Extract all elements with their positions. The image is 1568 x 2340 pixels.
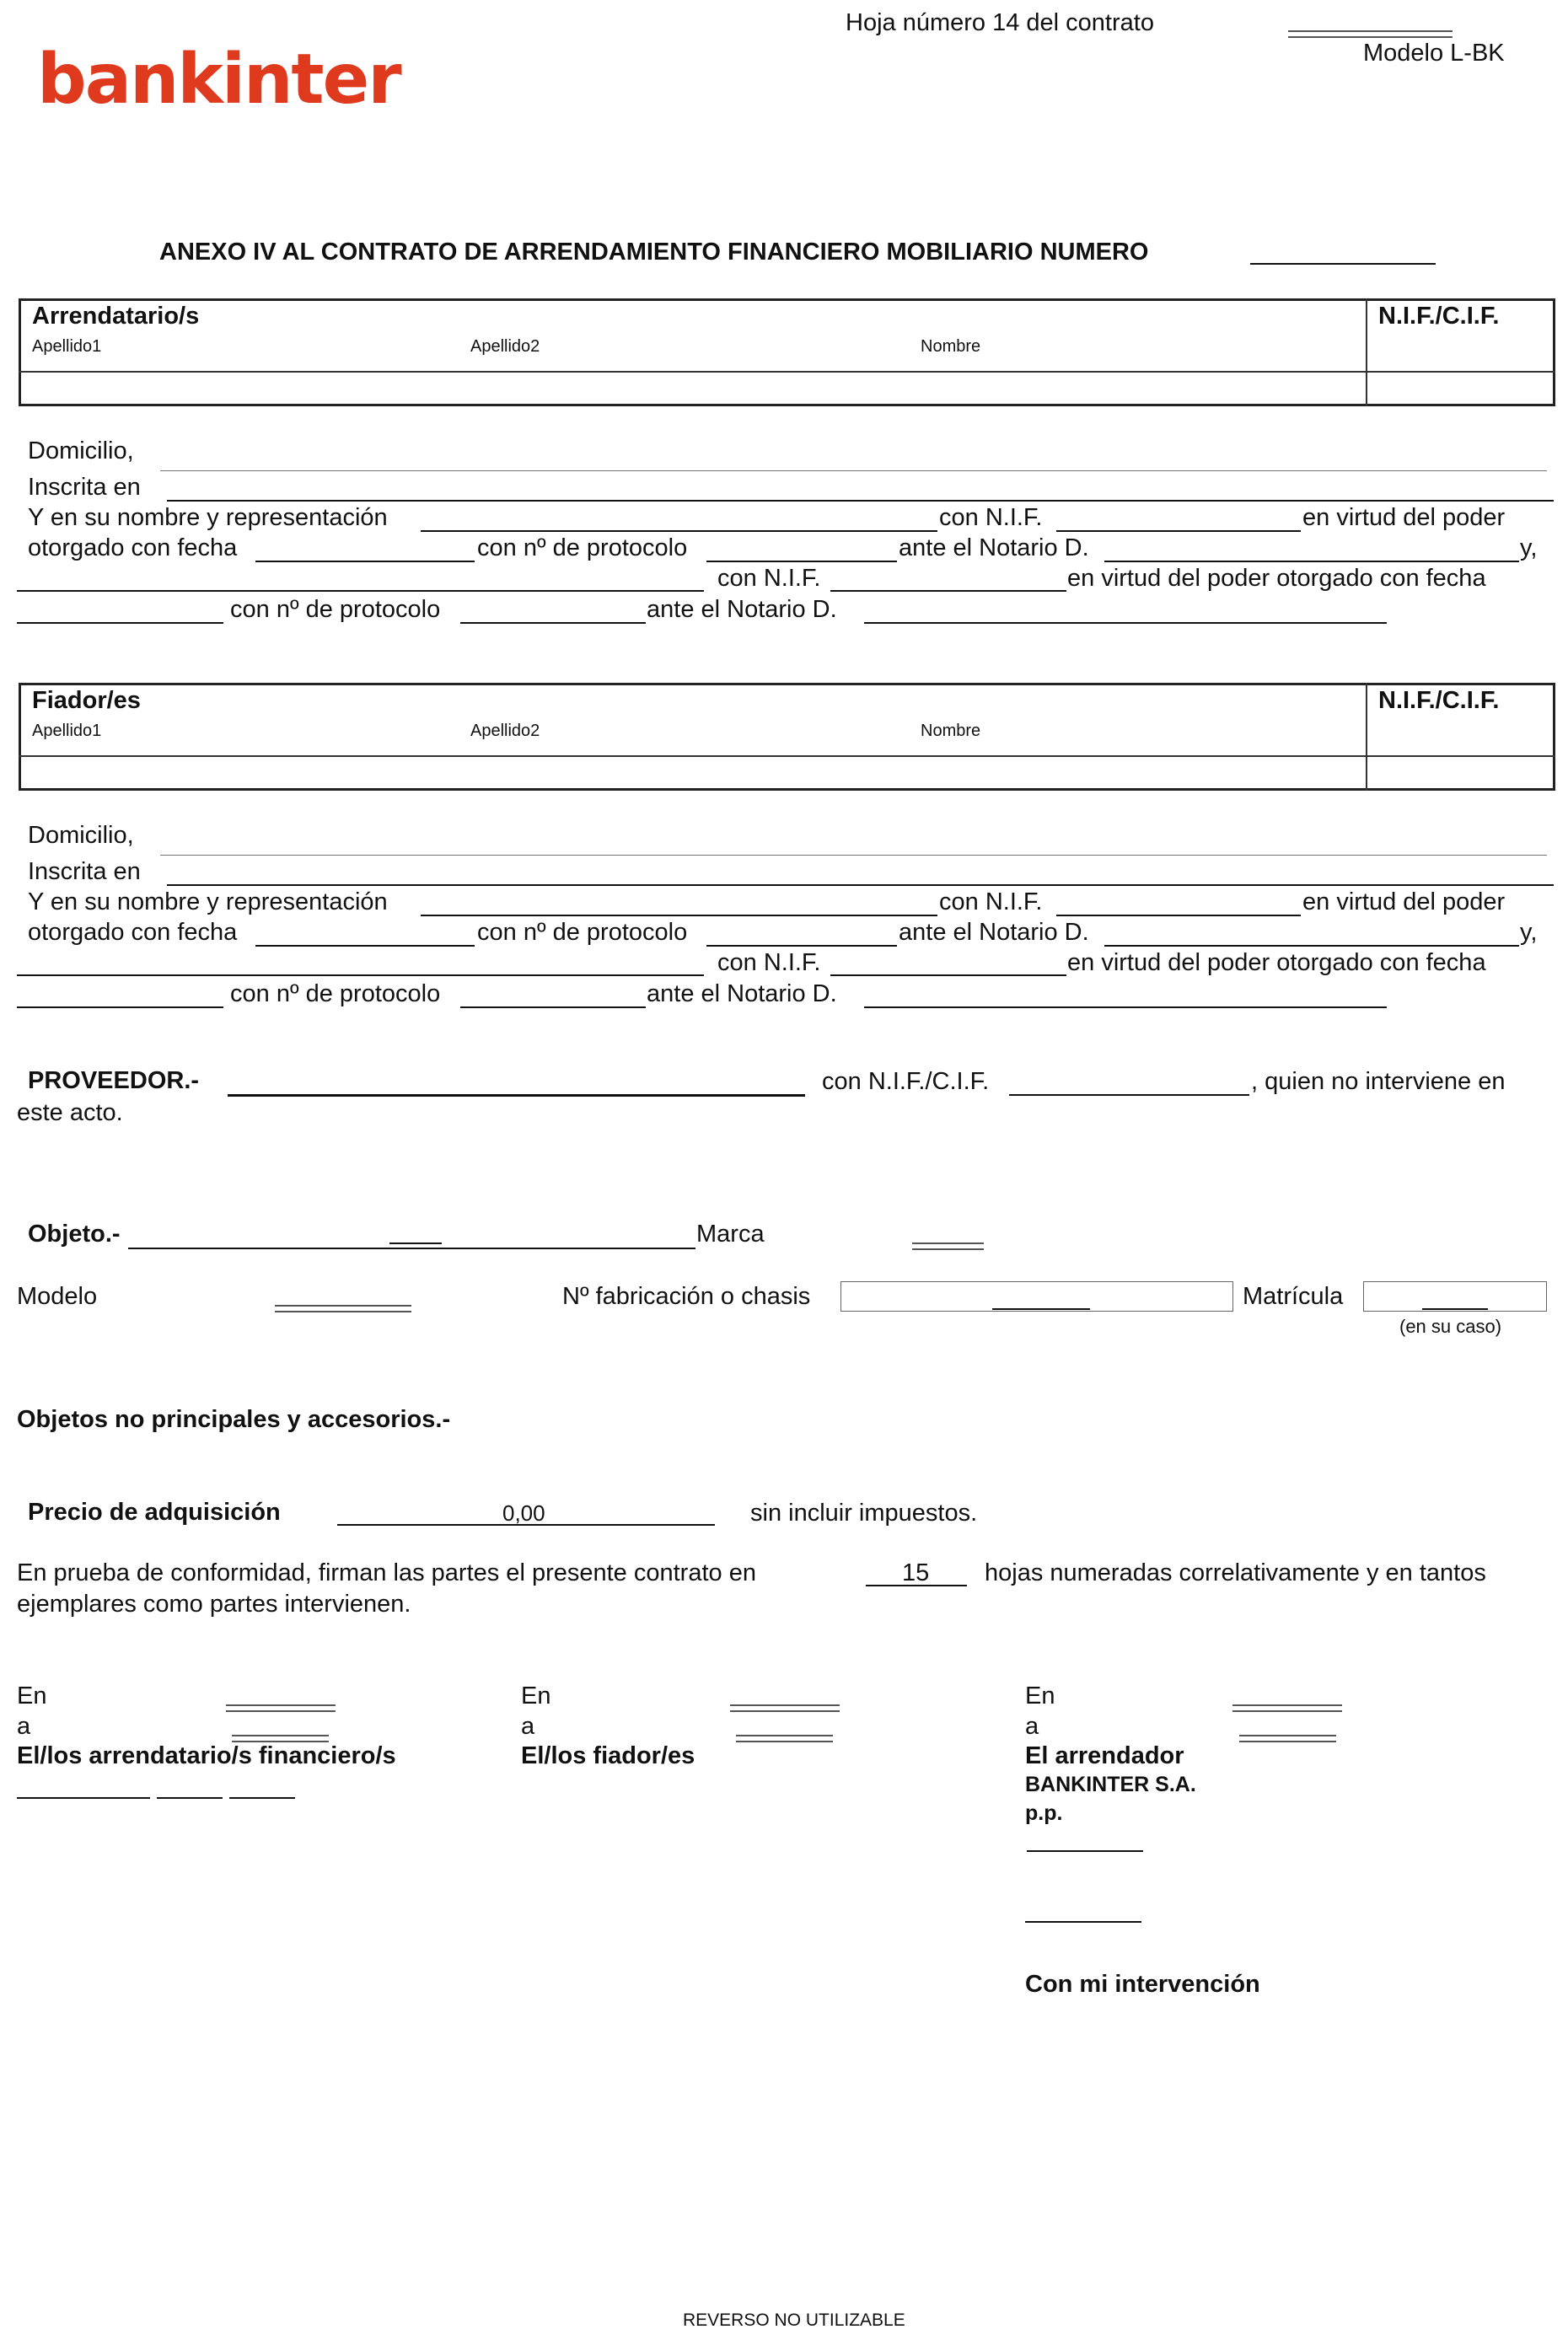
firma-fiador-label: El/los fiador/es bbox=[521, 1742, 695, 1769]
arr-virtud2-label: en virtud del poder otorgado con fecha bbox=[1067, 565, 1486, 592]
fia-representante-field[interactable] bbox=[421, 915, 937, 916]
fiador-name-input[interactable] bbox=[22, 759, 1364, 787]
arrendatario-col-nombre: Nombre bbox=[921, 337, 981, 356]
fia-notario2-label: ante el Notario D. bbox=[647, 980, 837, 1007]
fiador-table-divider bbox=[19, 755, 1555, 757]
firma2-a-label: a bbox=[521, 1713, 535, 1740]
arrendatario-col-apellido2: Apellido2 bbox=[470, 337, 540, 356]
precio-value: 0,00 bbox=[502, 1500, 545, 1526]
hojas-value: 15 bbox=[902, 1559, 930, 1586]
arrendatario-name-input[interactable] bbox=[22, 374, 1364, 403]
intervencion-label: Con mi intervención bbox=[1025, 1971, 1260, 1998]
fia-inscrita-field[interactable] bbox=[167, 884, 1554, 886]
fia-second-representative-field[interactable] bbox=[17, 974, 704, 976]
fia-con-nif2-label: con N.I.F. bbox=[717, 949, 821, 976]
fia-domicilio-field[interactable] bbox=[160, 855, 1547, 856]
firma2-lugar-field[interactable] bbox=[730, 1704, 840, 1712]
precio-tail-text: sin incluir impuestos. bbox=[750, 1500, 978, 1527]
fiador-nif-heading: N.I.F./C.I.F. bbox=[1378, 687, 1500, 714]
firma1-en-label: En bbox=[17, 1683, 47, 1709]
conformidad-text-2: hojas numeradas correlativamente y en tantos bbox=[985, 1559, 1486, 1586]
fia-protocolo-field[interactable] bbox=[706, 945, 897, 947]
model-label: Modelo L-BK bbox=[1363, 40, 1505, 67]
arr-y-label: y, bbox=[1520, 534, 1538, 561]
chasis-input[interactable] bbox=[840, 1281, 1233, 1312]
arrendatario-heading: Arrendatario/s bbox=[32, 303, 200, 330]
arr-protocolo-label: con nº de protocolo bbox=[477, 534, 688, 561]
fia-protocolo2-field[interactable] bbox=[460, 1006, 646, 1008]
arr-protocolo2-label: con nº de protocolo bbox=[230, 596, 441, 623]
arr-nif2-field[interactable] bbox=[830, 590, 1066, 592]
chasis-input-mark bbox=[992, 1308, 1090, 1310]
arrendatario-nif-input[interactable] bbox=[1369, 374, 1551, 403]
arr-inscrita-field[interactable] bbox=[167, 500, 1554, 502]
firma-arrendatario-label: El/los arrendatario/s financiero/s bbox=[17, 1742, 396, 1769]
contract-number-field[interactable] bbox=[1250, 263, 1436, 265]
arr-protocolo2-field[interactable] bbox=[460, 622, 646, 624]
arr-fecha-field[interactable] bbox=[255, 561, 475, 562]
fia-virtud-label: en virtud del poder bbox=[1302, 888, 1506, 915]
arr-domicilio-field[interactable] bbox=[160, 470, 1547, 471]
firma-pp-label: p.p. bbox=[1025, 1801, 1063, 1825]
fia-notario-label: ante el Notario D. bbox=[899, 919, 1089, 946]
footer-note: REVERSO NO UTILIZABLE bbox=[683, 2310, 905, 2330]
arr-notario-field[interactable] bbox=[1104, 561, 1519, 562]
modelo-field[interactable] bbox=[275, 1305, 411, 1312]
firma-arrendatario-line-1[interactable] bbox=[17, 1797, 150, 1799]
firma3-en-label: En bbox=[1025, 1683, 1055, 1709]
fia-nif-field[interactable] bbox=[1056, 915, 1301, 916]
fia-protocolo2-label: con nº de protocolo bbox=[230, 980, 441, 1007]
arrendatario-col-apellido1: Apellido1 bbox=[32, 337, 102, 356]
proveedor-tail-text-2: este acto. bbox=[17, 1099, 123, 1126]
fiador-col-apellido1: Apellido1 bbox=[32, 722, 102, 740]
proveedor-tail-text: , quien no interviene en bbox=[1251, 1068, 1506, 1095]
arr-notario2-field[interactable] bbox=[864, 622, 1387, 624]
precio-label: Precio de adquisición bbox=[28, 1499, 281, 1526]
fia-otorgado-label: otorgado con fecha bbox=[28, 919, 238, 946]
proveedor-name-field[interactable] bbox=[228, 1094, 805, 1097]
arr-notario2-label: ante el Notario D. bbox=[647, 596, 837, 623]
arr-representante-field[interactable] bbox=[421, 530, 937, 532]
en-su-caso-note: (en su caso) bbox=[1399, 1316, 1502, 1337]
fia-inscrita-label: Inscrita en bbox=[28, 858, 141, 885]
fia-fecha-field[interactable] bbox=[255, 945, 475, 947]
proveedor-nif-field[interactable] bbox=[1009, 1094, 1249, 1096]
firma-arrendatario-line-3[interactable] bbox=[229, 1797, 295, 1799]
firma-arrendatario-line-2[interactable] bbox=[157, 1797, 223, 1799]
arr-con-nif-label: con N.I.F. bbox=[939, 504, 1043, 531]
arr-second-representative-field[interactable] bbox=[17, 590, 704, 592]
arr-fecha2-field[interactable] bbox=[17, 622, 223, 624]
conformidad-text-1: En prueba de conformidad, firman las partes el presente contrato en bbox=[17, 1559, 756, 1586]
arr-virtud-label: en virtud del poder bbox=[1302, 504, 1506, 531]
arr-con-nif2-label: con N.I.F. bbox=[717, 565, 821, 592]
fia-domicilio-label: Domicilio, bbox=[28, 822, 134, 849]
fiador-nif-divider bbox=[1366, 683, 1367, 791]
arrendatario-table-divider bbox=[19, 371, 1555, 373]
arr-inscrita-label: Inscrita en bbox=[28, 474, 141, 501]
fia-notario2-field[interactable] bbox=[864, 1006, 1387, 1008]
firma-arrendador-label: El arrendador bbox=[1025, 1742, 1184, 1769]
arr-representacion-label: Y en su nombre y representación bbox=[28, 504, 388, 531]
matricula-label: Matrícula bbox=[1243, 1283, 1344, 1310]
fia-nif2-field[interactable] bbox=[830, 974, 1066, 976]
proveedor-label: PROVEEDOR.- bbox=[28, 1067, 200, 1094]
arr-nif-field[interactable] bbox=[1056, 530, 1301, 532]
arr-domicilio-label: Domicilio, bbox=[28, 437, 134, 464]
fiador-heading: Fiador/es bbox=[32, 687, 141, 714]
sheet-blank-line[interactable] bbox=[1288, 30, 1453, 38]
fia-con-nif-label: con N.I.F. bbox=[939, 888, 1043, 915]
fia-y-label: y, bbox=[1520, 919, 1538, 946]
firma1-lugar-field[interactable] bbox=[226, 1704, 336, 1712]
objeto-label: Objeto.- bbox=[28, 1221, 121, 1248]
objeto-field[interactable] bbox=[128, 1248, 695, 1249]
firma2-fecha-field[interactable] bbox=[736, 1735, 833, 1742]
firma3-fecha-field[interactable] bbox=[1239, 1735, 1336, 1742]
conformidad-text-3: ejemplares como partes intervienen. bbox=[17, 1591, 411, 1618]
fiador-col-nombre: Nombre bbox=[921, 722, 981, 740]
fia-representacion-label: Y en su nombre y representación bbox=[28, 888, 388, 915]
objeto-inner-mark bbox=[389, 1242, 442, 1244]
bankinter-logo: bankinter bbox=[37, 40, 400, 120]
firma2-en-label: En bbox=[521, 1683, 551, 1709]
firma-arrendador-line-2[interactable] bbox=[1025, 1921, 1141, 1923]
fia-notario-field[interactable] bbox=[1104, 945, 1519, 947]
annex-title: ANEXO IV AL CONTRATO DE ARRENDAMIENTO FINANCIERO MOBILIARIO NUMERO bbox=[159, 239, 1149, 266]
accesorios-label: Objetos no principales y accesorios.- bbox=[17, 1406, 451, 1433]
proveedor-nif-label: con N.I.F./C.I.F. bbox=[822, 1068, 990, 1095]
fiador-nif-input[interactable] bbox=[1369, 759, 1551, 787]
firma-arrendador-line-1[interactable] bbox=[1027, 1850, 1143, 1852]
arrendatario-nif-heading: N.I.F./C.I.F. bbox=[1378, 303, 1500, 330]
firma1-a-label: a bbox=[17, 1713, 31, 1740]
chasis-label: Nº fabricación o chasis bbox=[562, 1283, 811, 1310]
fia-fecha2-field[interactable] bbox=[17, 1006, 223, 1008]
arrendatario-nif-divider bbox=[1366, 298, 1367, 406]
firma3-lugar-field[interactable] bbox=[1232, 1704, 1342, 1712]
marca-field[interactable] bbox=[912, 1242, 984, 1250]
marca-label: Marca bbox=[696, 1221, 765, 1248]
matricula-input[interactable] bbox=[1363, 1281, 1547, 1312]
firma3-a-label: a bbox=[1025, 1713, 1039, 1740]
sheet-number-label: Hoja número 14 del contrato bbox=[846, 9, 1154, 36]
modelo-label: Modelo bbox=[17, 1283, 98, 1310]
firma-bank-name: BANKINTER S.A. bbox=[1025, 1773, 1196, 1796]
arr-protocolo-field[interactable] bbox=[706, 561, 897, 562]
arr-otorgado-label: otorgado con fecha bbox=[28, 534, 238, 561]
fiador-col-apellido2: Apellido2 bbox=[470, 722, 540, 740]
fia-protocolo-label: con nº de protocolo bbox=[477, 919, 688, 946]
arr-notario-label: ante el Notario D. bbox=[899, 534, 1089, 561]
fia-virtud2-label: en virtud del poder otorgado con fecha bbox=[1067, 949, 1486, 976]
matricula-input-mark bbox=[1422, 1308, 1488, 1310]
